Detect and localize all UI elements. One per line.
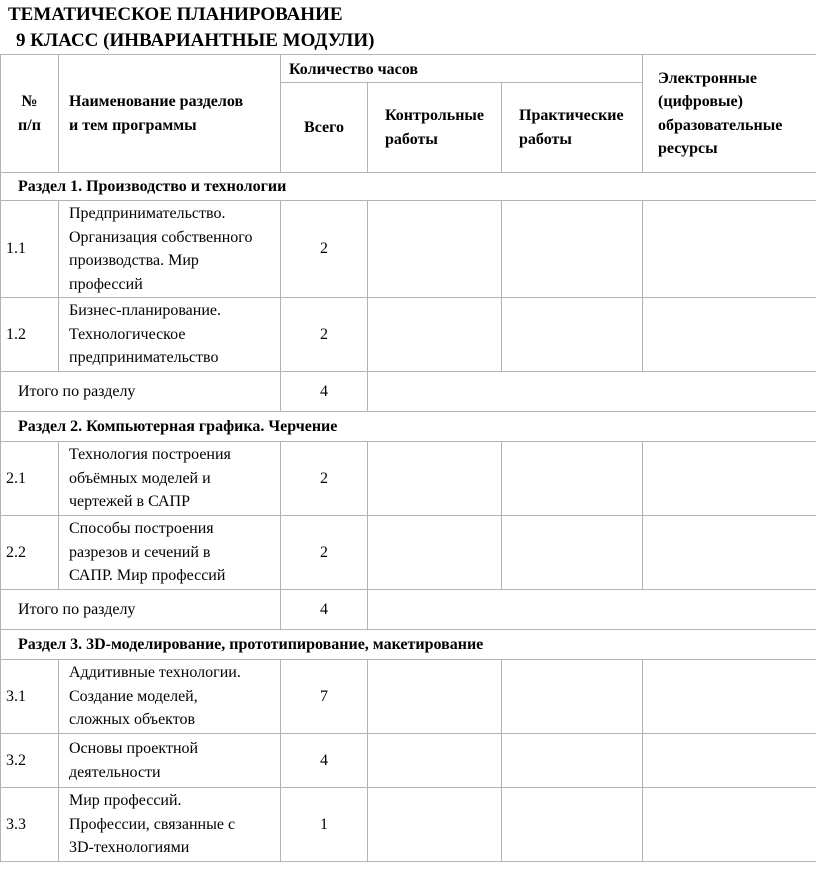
section-total-hours: 4 bbox=[281, 590, 368, 630]
section-title: Раздел 2. Компьютерная графика. Черчение bbox=[1, 412, 816, 442]
row-control-works bbox=[368, 442, 502, 516]
row-resources bbox=[643, 516, 816, 590]
row-resources bbox=[643, 660, 816, 734]
table-row bbox=[1, 660, 816, 734]
section-total-label: Итого по разделу bbox=[1, 590, 281, 630]
document-title: ТЕМАТИЧЕСКОЕ ПЛАНИРОВАНИЕ bbox=[8, 4, 343, 25]
row-number: 2.2 bbox=[1, 516, 59, 590]
section-header-row bbox=[1, 630, 816, 660]
section-total-empty bbox=[368, 590, 816, 630]
table-row bbox=[1, 201, 816, 298]
row-resources bbox=[643, 442, 816, 516]
row-number: 1.2 bbox=[1, 298, 59, 372]
table-row bbox=[1, 442, 816, 516]
table-row bbox=[1, 734, 816, 788]
section-total-empty bbox=[368, 372, 816, 412]
row-practical-works bbox=[502, 788, 643, 862]
row-topic: Технология построения объёмных моделей и чертежей в САПР bbox=[59, 442, 281, 516]
header-control-works: Контрольные работы bbox=[368, 83, 502, 173]
row-hours-total: 4 bbox=[281, 734, 368, 788]
section-header-row bbox=[1, 173, 816, 201]
row-topic: Аддитивные технологии. Создание моделей, сложных объектов bbox=[59, 660, 281, 734]
section-total-label: Итого по разделу bbox=[1, 372, 281, 412]
section-total-hours: 4 bbox=[281, 372, 368, 412]
header-name: Наименование разделов и тем программы bbox=[59, 55, 281, 173]
row-number: 3.1 bbox=[1, 660, 59, 734]
row-resources bbox=[643, 788, 816, 862]
row-control-works bbox=[368, 516, 502, 590]
header-hours: Количество часов bbox=[281, 55, 643, 83]
row-hours-total: 2 bbox=[281, 298, 368, 372]
row-topic: Бизнес-планирование. Технологическое предпринимательство bbox=[59, 298, 281, 372]
row-practical-works bbox=[502, 734, 643, 788]
table-row bbox=[1, 298, 816, 372]
row-hours-total: 2 bbox=[281, 516, 368, 590]
section-title: Раздел 1. Производство и технологии bbox=[1, 173, 816, 201]
header-total: Всего bbox=[281, 83, 368, 173]
row-topic: Мир профессий. Профессии, связанные с 3D-технологиями bbox=[59, 788, 281, 862]
section-header-row bbox=[1, 412, 816, 442]
row-practical-works bbox=[502, 442, 643, 516]
row-hours-total: 2 bbox=[281, 201, 368, 298]
row-control-works bbox=[368, 201, 502, 298]
row-control-works bbox=[368, 660, 502, 734]
table-row bbox=[1, 788, 816, 862]
row-resources bbox=[643, 734, 816, 788]
header-practical-works: Практические работы bbox=[502, 83, 643, 173]
row-control-works bbox=[368, 734, 502, 788]
row-number: 3.3 bbox=[1, 788, 59, 862]
row-practical-works bbox=[502, 660, 643, 734]
row-number: 2.1 bbox=[1, 442, 59, 516]
section-title: Раздел 3. 3D-моделирование, прототипирование, макетирование bbox=[1, 630, 816, 660]
row-practical-works bbox=[502, 516, 643, 590]
section-total-row bbox=[1, 372, 816, 412]
row-hours-total: 1 bbox=[281, 788, 368, 862]
row-control-works bbox=[368, 788, 502, 862]
header-resources: Электронные (цифровые) образовательные ресурсы bbox=[643, 55, 816, 173]
row-practical-works bbox=[502, 298, 643, 372]
row-topic: Предпринимательство. Организация собственного производства. Мир профессий bbox=[59, 201, 281, 298]
row-resources bbox=[643, 201, 816, 298]
table-row bbox=[1, 516, 816, 590]
section-total-row bbox=[1, 590, 816, 630]
row-topic: Основы проектной деятельности bbox=[59, 734, 281, 788]
row-hours-total: 7 bbox=[281, 660, 368, 734]
row-number: 1.1 bbox=[1, 201, 59, 298]
header-number: № п/п bbox=[1, 55, 59, 173]
planning-table bbox=[0, 54, 816, 862]
row-resources bbox=[643, 298, 816, 372]
row-number: 3.2 bbox=[1, 734, 59, 788]
row-control-works bbox=[368, 298, 502, 372]
row-topic: Способы построения разрезов и сечений в САПР. Мир профессий bbox=[59, 516, 281, 590]
document-subtitle: 9 КЛАСС (ИНВАРИАНТНЫЕ МОДУЛИ) bbox=[16, 30, 375, 51]
row-practical-works bbox=[502, 201, 643, 298]
row-hours-total: 2 bbox=[281, 442, 368, 516]
